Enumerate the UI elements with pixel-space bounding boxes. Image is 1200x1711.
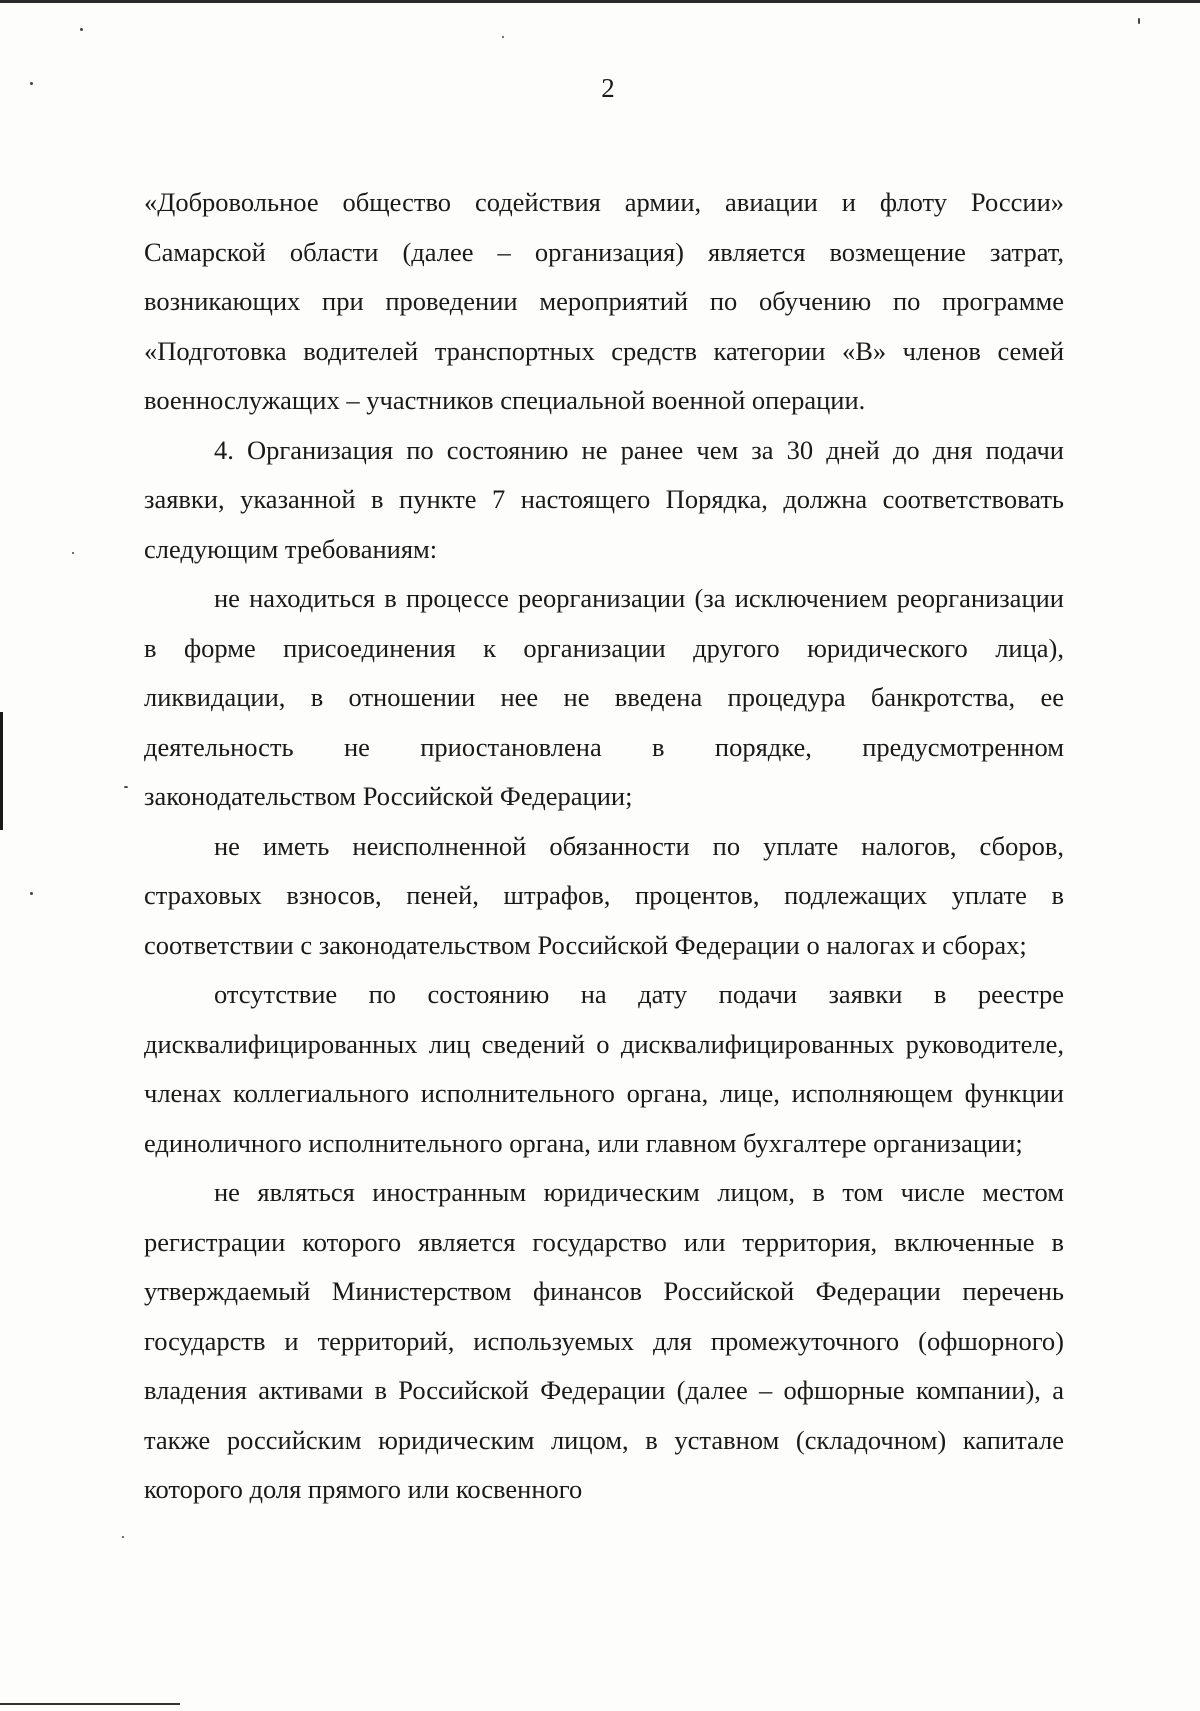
scan-speck bbox=[124, 786, 128, 788]
paragraph-requirement-disqualified: отсутствие по состоянию на дату подачи заявки в реестре дисквалифицированных лиц сведений о дисквалифицированных руководителе, членах коллегиального исполнительного органа, лице, исполняющем функции единоличного исполнительного органа, или главном бухгалтере организации; bbox=[144, 979, 1064, 1158]
scan-speck bbox=[502, 36, 504, 38]
scan-speck bbox=[30, 892, 33, 895]
scan-speck bbox=[1138, 18, 1140, 24]
paragraph-requirement-taxes: не иметь неисполненной обязанности по уплате налогов, сборов, страховых взносов, пеней, штрафов, процентов, подлежащих уплате в соответствии с законодательством Российской Федерации о налогах и сборах; bbox=[144, 830, 1064, 960]
paragraph-intro: «Добровольное общество содействия армии, авиации и флоту России» Самарской области (далее – организация) является возмещение затрат, возникающих при проведении мероприятий по обучению по программе «Подготовка водителей транспортных средств категории «В» членов семей военнослужащих – участников специальной военной операции. bbox=[144, 187, 1064, 415]
page-number: 2 bbox=[601, 73, 615, 103]
paragraph-requirement-reorganization: не находиться в процессе реорганизации (за исключением реорганизации в форме присоединения к организации другого юридического лица), ликвидации, в отношении нее не введена процедура банкротства, ее деятельность не приостановлена в порядке, предусмотренном законодательством Российской Федерации; bbox=[144, 583, 1064, 811]
scan-speck bbox=[122, 1536, 124, 1538]
scan-left-margin-mark bbox=[0, 712, 3, 830]
document-body bbox=[144, 178, 1064, 1515]
scan-bottom-line bbox=[0, 1703, 180, 1705]
paragraph-requirement-foreign: не являться иностранным юридическим лицом, в том числе местом регистрации которого является государство или территория, включенные в утверждаемый Министерством финансов Российской Федерации перечень государств и территорий, используемых для промежуточного (офшорного) владения активами в Российской Федерации (далее – офшорные компании), а также российским юридическим лицом, в уставном (складочном) капитале которого доля прямого или косвенного bbox=[144, 1177, 1064, 1504]
scan-speck bbox=[80, 28, 83, 31]
scan-speck bbox=[72, 552, 74, 554]
paragraph-item-4: 4. Организация по состоянию не ранее чем за 30 дней до дня подачи заявки, указанной в пункте 7 настоящего Порядка, должна соответствовать следующим требованиям: bbox=[144, 434, 1064, 564]
scan-top-border bbox=[0, 0, 1200, 3]
